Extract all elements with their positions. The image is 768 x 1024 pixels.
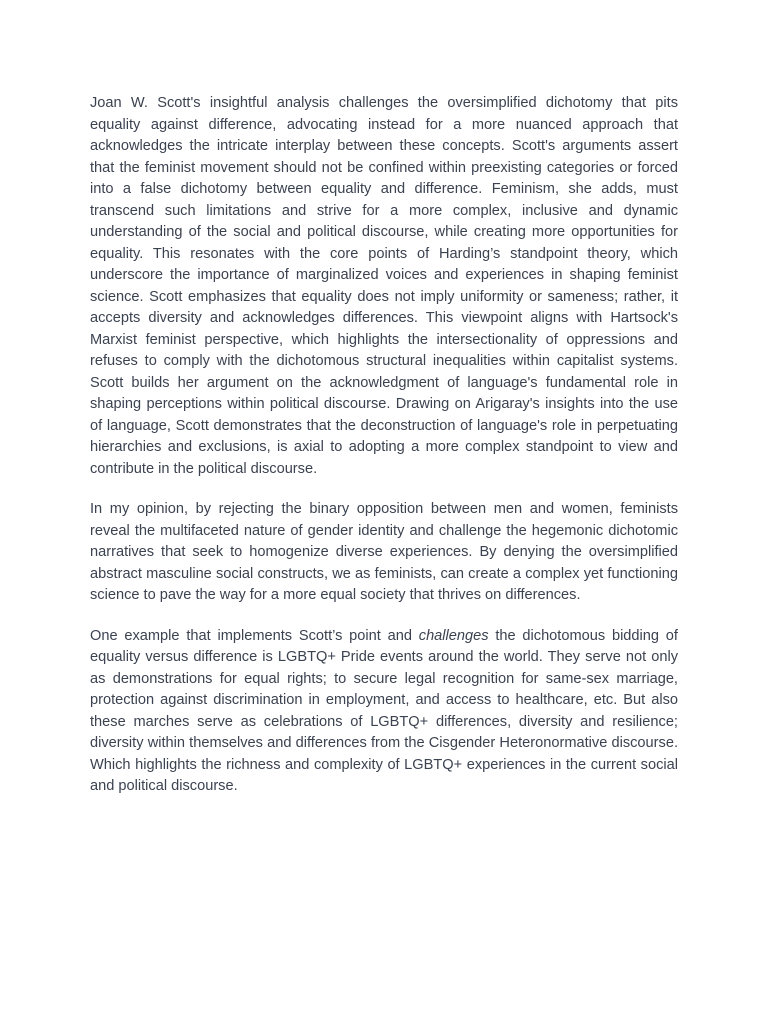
paragraph-opinion: In my opinion, by rejecting the binary opposition between men and women, feminists reveal the multifaceted nature of gender identity and challenge the hegemonic dichotomic narratives that seek to homogenize diverse experiences. By denying the oversimplified abstract masculine social constructs, we as feminists, can create a complex yet functioning science to pave the way for a more equal society that thrives on differences.	[90, 501, 678, 603]
paragraph-pride-example	[90, 626, 678, 798]
document-page	[90, 93, 678, 798]
paragraph-pride-text-before: One example that implements Scott’s point and	[90, 627, 419, 644]
paragraph-pride-text-after: the dichotomous bidding of equality versus difference is LGBTQ+ Pride events around the world. They serve not only as demonstrations for equal rights; to secure legal recognition for same-sex marriage, protection against discrimination in employment, and access to healthcare, etc. But also these marches serve as celebrations of LGBTQ+ differences, diversity and resilience; diversity within themselves and differences from the Cisgender Heteronormative discourse. Which highlights the richness and complexity of LGBTQ+ experiences in the current social and political discourse.	[90, 627, 678, 794]
emphasis-challenges: challenges	[418, 627, 489, 644]
paragraph-scott-analysis: Joan W. Scott's insightful analysis challenges the oversimplified dichotomy that pits equality against difference, advocating instead for a more nuanced approach that acknowledges the intricate interplay between these concepts. Scott's arguments assert that the feminist movement should not be confined within preexisting categories or forced into a false dichotomy between equality and difference. Feminism, she adds, must transcend such limitations and strive for a more complex, inclusive and dynamic understanding of the social and political discourse, while creating more opportunities for equality. This resonates with the core points of Harding’s standpoint theory, which underscore the importance of marginalized voices and experiences in shaping feminist science. Scott emphasizes that equality does not imply uniformity or sameness; rather, it accepts diversity and acknowledges differences. This viewpoint aligns with Hartsock's Marxist feminist perspective, which highlights the intersectionality of oppressions and refuses to comply with the dichotomous structural inequalities within capitalist systems. Scott builds her argument on the acknowledgment of language's fundamental role in shaping perceptions within political discourse. Drawing on Arigaray's insights into the use of language, Scott demonstrates that the deconstruction of language's role in perpetuating hierarchies and exclusions, is axial to adopting a more complex standpoint to view and contribute in the political discourse.	[90, 95, 678, 477]
